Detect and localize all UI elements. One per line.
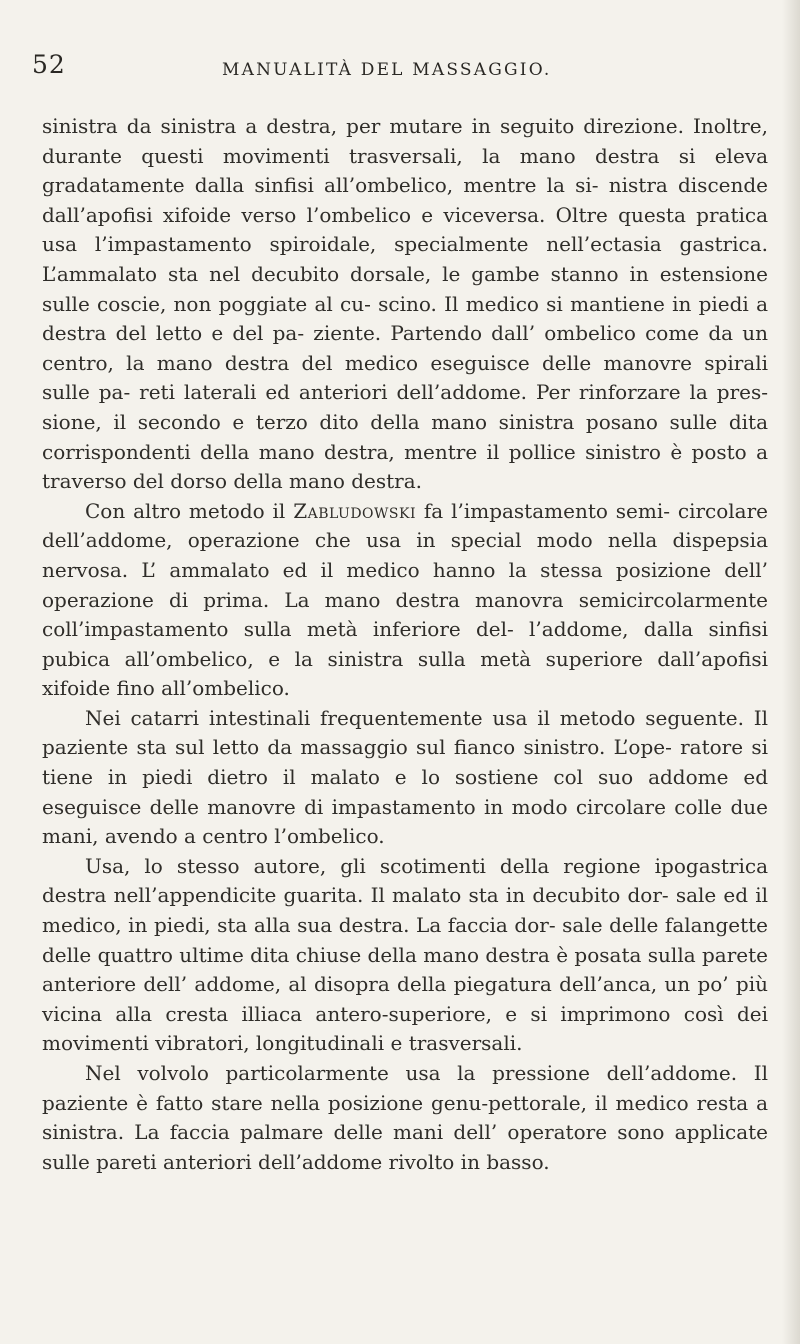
paragraph-continuation: sinistra da sinistra a destra, per mutare in seguito direzione. Inoltre, durante questi movimenti trasversali, la mano destra si eleva gradatamente dalla sinfisi all’ombelico, mentre la si- nistra discende dall’apofisi xifoide verso l’ombelico e viceversa. Oltre questa pratica usa l’impastamento spiroidale, specialmente nell’ectasia gastrica. L’ammalato sta nel decubito dorsale, le gambe stanno in estensione sulle coscie, non poggiate al cu- scino. Il medico si mantiene in piedi a destra del letto e del pa- ziente. Partendo dall’ ombelico come da un centro, la mano destra del medico eseguisce delle manovre spirali sulle pa- reti laterali ed anteriori dell’addome. Per rinforzare la pres- sione, il secondo e terzo dito della mano sinistra posano sulle dita corrispondenti della mano destra, mentre il pollice sinistro è posto a traverso del dorso della mano destra. [42,114,768,494]
paragraph-text-before: Con altro metodo il [85,498,294,523]
page-number: 52 [32,50,66,79]
body-text [42,112,768,1177]
page-edge-shadow [782,0,800,1344]
paragraph-catarri: Nei catarri intestinali frequentemente usa il metodo seguente. Il paziente sta sul letto da massaggio sul fianco sinistro. L’ope- ratore si tiene in piedi dietro il malato e lo sostiene col suo addome ed eseguisce delle manovre di impastamento in modo circolare colle due mani, avendo a centro l’ombelico. [42,705,768,849]
paragraph-zabludowski [42,497,768,704]
paragraph-volvolo: Nel volvolo particolarmente usa la pressione dell’addome. Il paziente è fatto stare nella posizione genu-pettorale, il medico resta a sinistra. La faccia palmare delle mani dell’ operatore sono applicate sulle pareti anteriori dell’addome rivolto in basso. [42,1061,768,1174]
running-head [32,50,768,90]
running-title: MANUALITÀ DEL MASSAGGIO. [222,60,552,80]
author-name: Zabludowski [293,498,416,523]
paragraph-text-after: fa l’impastamento semi- circolare dell’addome, operazione che usa in special modo nella dispepsia nervosa. L’ ammalato ed il medico hanno la stessa posizione dell’ operazione di prima. La mano destra manovra semicircolarmente coll’impastamento sulla metà inferiore del- l’addome, dalla sinfisi pubica all’ombelico, e la sinistra sulla metà superiore dall’apofisi xifoide fino all’ombelico. [42,498,768,701]
paragraph-appendicite: Usa, lo stesso autore, gli scotimenti della regione ipogastrica destra nell’appendicite guarita. Il malato sta in decubito dor- sale ed il medico, in piedi, sta alla sua destra. La faccia dor- sale delle falangette delle quattro ultime dita chiuse della mano destra è posata sulla parete anteriore dell’ addome, al disopra della piegatura dell’anca, un po’ più vicina alla cresta illiaca antero-superiore, e si imprimono così dei movimenti vibratori, longitudinali e trasversali. [42,853,768,1056]
